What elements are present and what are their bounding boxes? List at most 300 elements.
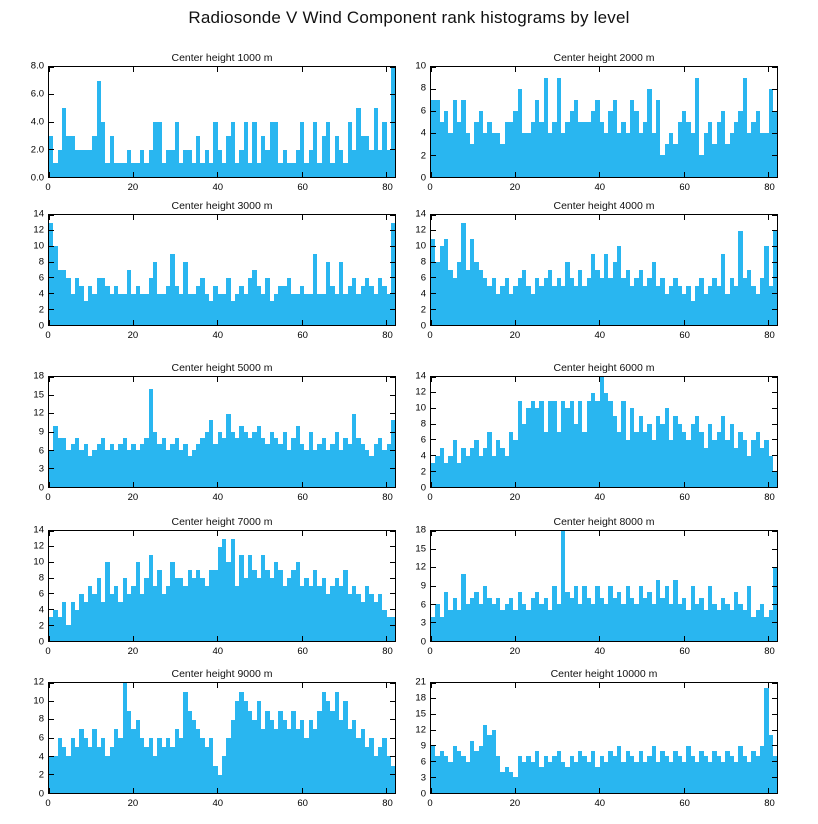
panel-title: Center height 10000 m bbox=[550, 668, 658, 680]
y-tick-mark bbox=[772, 89, 777, 90]
y-tick-mark bbox=[431, 549, 436, 550]
y-tick-mark bbox=[49, 94, 54, 95]
x-tick-mark bbox=[386, 482, 387, 487]
y-tick-mark bbox=[390, 177, 395, 178]
y-tick-mark bbox=[431, 698, 436, 699]
x-tick-mark bbox=[386, 636, 387, 641]
y-tick-label: 12 bbox=[33, 407, 44, 419]
x-tick-mark bbox=[684, 482, 685, 487]
x-tick-label: 60 bbox=[679, 798, 690, 809]
x-tick-mark bbox=[217, 531, 218, 536]
x-tick-label: 40 bbox=[594, 182, 606, 193]
y-tick-label: 6.0 bbox=[30, 88, 44, 100]
y-tick-mark bbox=[431, 230, 436, 231]
x-tick-mark bbox=[684, 636, 685, 641]
x-tick-label: 80 bbox=[382, 798, 393, 809]
x-tick-label: 80 bbox=[764, 492, 775, 503]
x-tick-mark bbox=[515, 531, 516, 536]
y-tick-label: 4 bbox=[38, 604, 44, 616]
x-tick-mark bbox=[431, 172, 432, 177]
y-tick-label: 2 bbox=[420, 150, 426, 162]
x-tick-label: 80 bbox=[764, 182, 775, 193]
y-tick-label: 0 bbox=[38, 788, 44, 800]
y-tick-label: 18 bbox=[33, 370, 44, 382]
x-tick-label: 0 bbox=[45, 646, 51, 657]
x-tick-label: 0 bbox=[45, 492, 51, 503]
y-tick-mark bbox=[49, 67, 54, 68]
y-tick-mark bbox=[49, 738, 54, 739]
panel-title: Center height 6000 m bbox=[553, 362, 655, 374]
y-tick-mark bbox=[49, 325, 54, 326]
x-tick-label: 0 bbox=[45, 330, 51, 341]
y-tick-mark bbox=[772, 698, 777, 699]
y-tick-label: 0 bbox=[38, 320, 44, 332]
x-tick-label: 40 bbox=[594, 646, 606, 657]
y-tick-mark bbox=[49, 719, 54, 720]
y-tick-mark bbox=[431, 730, 436, 731]
y-tick-mark bbox=[390, 531, 395, 532]
x-tick-mark bbox=[515, 482, 516, 487]
y-tick-label: 10 bbox=[33, 556, 44, 568]
y-tick-mark bbox=[772, 325, 777, 326]
y-tick-mark bbox=[772, 277, 777, 278]
y-tick-mark bbox=[431, 408, 436, 409]
x-tick-label: 20 bbox=[127, 492, 139, 503]
y-tick-mark bbox=[431, 604, 436, 605]
y-tick-mark bbox=[49, 413, 54, 414]
x-tick-mark bbox=[217, 172, 218, 177]
x-tick-mark bbox=[386, 172, 387, 177]
y-tick-label: 9 bbox=[420, 580, 426, 592]
y-tick-mark bbox=[390, 94, 395, 95]
y-tick-label: 18 bbox=[415, 692, 426, 704]
x-tick-mark bbox=[133, 320, 134, 325]
plot-area bbox=[48, 530, 396, 642]
y-tick-mark bbox=[49, 277, 54, 278]
y-tick-label: 0 bbox=[38, 636, 44, 648]
y-tick-mark bbox=[390, 593, 395, 594]
y-tick-label: 10 bbox=[415, 60, 426, 72]
plot-area bbox=[48, 682, 396, 794]
x-tick-label: 80 bbox=[764, 646, 775, 657]
y-tick-label: 6 bbox=[420, 599, 426, 611]
y-tick-label: 0 bbox=[38, 482, 44, 494]
x-tick-mark bbox=[431, 67, 432, 72]
histogram-panel bbox=[33, 362, 396, 508]
x-tick-mark bbox=[768, 377, 769, 382]
x-tick-mark bbox=[684, 683, 685, 688]
x-tick-label: 40 bbox=[212, 182, 224, 193]
y-tick-mark bbox=[431, 641, 436, 642]
y-tick-label: 14 bbox=[415, 370, 426, 382]
x-tick-mark bbox=[599, 636, 600, 641]
bar bbox=[773, 111, 777, 177]
x-tick-mark bbox=[302, 67, 303, 72]
y-tick-mark bbox=[49, 774, 54, 775]
y-tick-mark bbox=[431, 424, 436, 425]
plot-area bbox=[48, 376, 396, 488]
y-tick-mark bbox=[390, 277, 395, 278]
x-tick-mark bbox=[515, 636, 516, 641]
bar bbox=[391, 766, 395, 794]
x-tick-mark bbox=[133, 636, 134, 641]
y-tick-mark bbox=[390, 774, 395, 775]
x-tick-label: 0 bbox=[427, 182, 433, 193]
y-tick-mark bbox=[49, 262, 54, 263]
y-tick-mark bbox=[49, 793, 54, 794]
bar-series bbox=[49, 683, 395, 793]
y-tick-label: 18 bbox=[415, 524, 426, 536]
y-tick-mark bbox=[49, 531, 54, 532]
y-tick-label: 14 bbox=[415, 208, 426, 220]
y-tick-label: 4 bbox=[420, 450, 426, 462]
y-tick-mark bbox=[431, 487, 436, 488]
y-tick-mark bbox=[390, 719, 395, 720]
y-tick-mark bbox=[431, 215, 436, 216]
x-tick-mark bbox=[217, 788, 218, 793]
y-tick-mark bbox=[49, 683, 54, 684]
y-tick-label: 4 bbox=[420, 288, 426, 300]
y-tick-label: 2 bbox=[38, 769, 44, 781]
y-tick-mark bbox=[431, 439, 436, 440]
y-tick-mark bbox=[772, 622, 777, 623]
y-tick-mark bbox=[772, 293, 777, 294]
y-tick-label: 6 bbox=[38, 732, 44, 744]
x-tick-label: 0 bbox=[45, 798, 51, 809]
y-tick-mark bbox=[772, 230, 777, 231]
panel-title: Center height 2000 m bbox=[553, 52, 655, 64]
x-tick-label: 80 bbox=[764, 330, 775, 341]
y-tick-mark bbox=[390, 625, 395, 626]
bar-series bbox=[431, 377, 777, 487]
x-tick-mark bbox=[302, 377, 303, 382]
x-tick-label: 0 bbox=[427, 798, 433, 809]
y-tick-mark bbox=[431, 455, 436, 456]
x-tick-mark bbox=[515, 215, 516, 220]
panel-title: Center height 7000 m bbox=[171, 516, 273, 528]
y-tick-label: 9 bbox=[420, 740, 426, 752]
x-tick-mark bbox=[386, 531, 387, 536]
x-tick-mark bbox=[684, 788, 685, 793]
x-tick-label: 60 bbox=[679, 646, 690, 657]
y-tick-mark bbox=[431, 67, 436, 68]
y-tick-mark bbox=[431, 777, 436, 778]
x-tick-mark bbox=[599, 377, 600, 382]
x-tick-mark bbox=[386, 377, 387, 382]
x-tick-mark bbox=[49, 215, 50, 220]
histogram-panel bbox=[415, 668, 778, 814]
y-tick-mark bbox=[431, 714, 436, 715]
y-tick-mark bbox=[390, 738, 395, 739]
x-tick-mark bbox=[386, 67, 387, 72]
x-tick-mark bbox=[302, 215, 303, 220]
y-tick-mark bbox=[772, 309, 777, 310]
y-tick-label: 12 bbox=[33, 676, 44, 688]
y-tick-mark bbox=[49, 609, 54, 610]
y-tick-mark bbox=[431, 683, 436, 684]
x-tick-label: 40 bbox=[212, 798, 224, 809]
y-tick-mark bbox=[772, 714, 777, 715]
y-tick-mark bbox=[431, 246, 436, 247]
y-tick-label: 8 bbox=[420, 82, 426, 94]
y-tick-label: 4 bbox=[38, 751, 44, 763]
y-tick-mark bbox=[772, 246, 777, 247]
y-tick-label: 15 bbox=[415, 708, 426, 720]
y-tick-label: 15 bbox=[33, 389, 44, 401]
y-tick-label: 0 bbox=[420, 172, 426, 184]
x-tick-mark bbox=[217, 636, 218, 641]
x-tick-mark bbox=[133, 172, 134, 177]
y-tick-mark bbox=[431, 567, 436, 568]
y-tick-mark bbox=[390, 432, 395, 433]
y-tick-mark bbox=[390, 793, 395, 794]
x-tick-mark bbox=[133, 482, 134, 487]
y-tick-mark bbox=[772, 549, 777, 550]
x-tick-label: 80 bbox=[764, 798, 775, 809]
y-tick-label: 6 bbox=[38, 445, 44, 457]
y-tick-mark bbox=[49, 578, 54, 579]
x-tick-mark bbox=[599, 320, 600, 325]
x-tick-label: 0 bbox=[427, 492, 433, 503]
y-tick-label: 8 bbox=[38, 572, 44, 584]
y-tick-mark bbox=[772, 262, 777, 263]
y-tick-mark bbox=[431, 392, 436, 393]
x-tick-mark bbox=[599, 215, 600, 220]
bar bbox=[391, 617, 395, 641]
y-tick-mark bbox=[49, 625, 54, 626]
x-tick-mark bbox=[768, 482, 769, 487]
panel-title: Center height 1000 m bbox=[171, 52, 273, 64]
x-tick-label: 20 bbox=[509, 646, 521, 657]
x-tick-label: 80 bbox=[382, 182, 393, 193]
x-tick-mark bbox=[431, 482, 432, 487]
x-tick-mark bbox=[768, 67, 769, 72]
x-tick-mark bbox=[386, 320, 387, 325]
y-tick-mark bbox=[390, 413, 395, 414]
x-tick-mark bbox=[217, 67, 218, 72]
y-tick-mark bbox=[49, 377, 54, 378]
y-tick-mark bbox=[431, 309, 436, 310]
y-tick-label: 21 bbox=[415, 676, 426, 688]
y-tick-label: 2 bbox=[420, 466, 426, 478]
x-tick-mark bbox=[768, 683, 769, 688]
y-tick-label: 15 bbox=[415, 543, 426, 555]
y-tick-mark bbox=[772, 793, 777, 794]
y-tick-mark bbox=[431, 761, 436, 762]
x-tick-mark bbox=[515, 788, 516, 793]
bar-series bbox=[431, 531, 777, 641]
x-tick-mark bbox=[217, 683, 218, 688]
x-tick-mark bbox=[133, 683, 134, 688]
y-tick-label: 0 bbox=[420, 482, 426, 494]
y-tick-label: 0.0 bbox=[30, 172, 44, 184]
y-tick-label: 2.0 bbox=[30, 144, 44, 156]
x-tick-label: 60 bbox=[679, 182, 690, 193]
y-tick-mark bbox=[772, 531, 777, 532]
x-tick-label: 40 bbox=[212, 646, 224, 657]
x-tick-mark bbox=[49, 683, 50, 688]
y-tick-mark bbox=[431, 89, 436, 90]
y-tick-mark bbox=[431, 133, 436, 134]
x-tick-mark bbox=[599, 788, 600, 793]
x-tick-mark bbox=[302, 788, 303, 793]
x-tick-mark bbox=[217, 215, 218, 220]
y-tick-mark bbox=[431, 177, 436, 178]
y-tick-mark bbox=[49, 487, 54, 488]
x-tick-label: 60 bbox=[297, 492, 308, 503]
x-tick-label: 0 bbox=[427, 330, 433, 341]
y-tick-mark bbox=[390, 395, 395, 396]
y-tick-label: 8.0 bbox=[30, 60, 44, 72]
panel-title: Center height 4000 m bbox=[553, 200, 655, 212]
y-tick-mark bbox=[772, 215, 777, 216]
x-tick-mark bbox=[49, 636, 50, 641]
y-tick-label: 8 bbox=[38, 713, 44, 725]
bar-series bbox=[431, 67, 777, 177]
x-tick-mark bbox=[431, 636, 432, 641]
y-tick-mark bbox=[390, 325, 395, 326]
x-tick-mark bbox=[684, 172, 685, 177]
x-tick-mark bbox=[599, 172, 600, 177]
histogram-panel bbox=[33, 200, 396, 346]
x-tick-mark bbox=[515, 320, 516, 325]
y-tick-mark bbox=[390, 377, 395, 378]
y-tick-mark bbox=[431, 155, 436, 156]
y-tick-mark bbox=[772, 641, 777, 642]
y-tick-mark bbox=[49, 230, 54, 231]
y-tick-mark bbox=[49, 546, 54, 547]
x-tick-mark bbox=[599, 531, 600, 536]
y-tick-mark bbox=[390, 293, 395, 294]
y-tick-mark bbox=[49, 246, 54, 247]
x-tick-label: 60 bbox=[297, 330, 308, 341]
x-tick-label: 20 bbox=[127, 330, 139, 341]
x-tick-label: 60 bbox=[679, 492, 690, 503]
y-tick-mark bbox=[431, 586, 436, 587]
x-tick-mark bbox=[49, 320, 50, 325]
page-title: Radiosonde V Wind Component rank histograms by level bbox=[188, 8, 630, 27]
y-tick-mark bbox=[390, 309, 395, 310]
y-tick-mark bbox=[49, 450, 54, 451]
y-tick-mark bbox=[772, 455, 777, 456]
x-tick-mark bbox=[302, 683, 303, 688]
x-tick-mark bbox=[133, 215, 134, 220]
y-tick-mark bbox=[390, 562, 395, 563]
y-tick-mark bbox=[431, 471, 436, 472]
y-tick-mark bbox=[772, 604, 777, 605]
x-tick-label: 20 bbox=[509, 492, 521, 503]
plot-area bbox=[430, 214, 778, 326]
y-tick-mark bbox=[390, 468, 395, 469]
y-tick-mark bbox=[431, 262, 436, 263]
y-tick-label: 3 bbox=[420, 772, 426, 784]
y-tick-mark bbox=[390, 546, 395, 547]
x-tick-mark bbox=[684, 531, 685, 536]
x-tick-mark bbox=[768, 531, 769, 536]
x-tick-mark bbox=[515, 172, 516, 177]
y-tick-mark bbox=[772, 777, 777, 778]
y-tick-mark bbox=[431, 622, 436, 623]
x-tick-label: 20 bbox=[127, 182, 139, 193]
y-tick-mark bbox=[772, 177, 777, 178]
x-tick-label: 0 bbox=[427, 646, 433, 657]
y-tick-label: 6 bbox=[38, 272, 44, 284]
x-tick-mark bbox=[217, 482, 218, 487]
y-tick-mark bbox=[431, 377, 436, 378]
x-tick-mark bbox=[599, 482, 600, 487]
x-tick-mark bbox=[49, 172, 50, 177]
y-tick-label: 12 bbox=[415, 224, 426, 236]
y-tick-mark bbox=[431, 793, 436, 794]
y-tick-mark bbox=[49, 593, 54, 594]
x-tick-mark bbox=[431, 320, 432, 325]
y-tick-mark bbox=[431, 293, 436, 294]
x-tick-label: 40 bbox=[594, 492, 606, 503]
histogram-panel bbox=[30, 52, 396, 198]
x-tick-mark bbox=[768, 172, 769, 177]
x-tick-mark bbox=[431, 788, 432, 793]
x-tick-label: 60 bbox=[297, 646, 308, 657]
y-tick-mark bbox=[772, 487, 777, 488]
histogram-panel bbox=[415, 200, 778, 346]
y-tick-mark bbox=[772, 567, 777, 568]
y-tick-mark bbox=[772, 377, 777, 378]
y-tick-mark bbox=[49, 756, 54, 757]
bar-series bbox=[49, 531, 395, 641]
x-tick-mark bbox=[49, 67, 50, 72]
y-tick-mark bbox=[772, 424, 777, 425]
x-tick-label: 40 bbox=[212, 492, 224, 503]
panel-title: Center height 5000 m bbox=[171, 362, 273, 374]
x-tick-mark bbox=[302, 482, 303, 487]
x-tick-mark bbox=[49, 482, 50, 487]
x-tick-mark bbox=[599, 683, 600, 688]
y-tick-label: 8 bbox=[420, 256, 426, 268]
bar-series bbox=[49, 67, 395, 177]
panel-title: Center height 9000 m bbox=[171, 668, 273, 680]
bar-series bbox=[49, 377, 395, 487]
y-tick-mark bbox=[772, 392, 777, 393]
y-tick-mark bbox=[772, 730, 777, 731]
y-tick-label: 14 bbox=[33, 208, 44, 220]
y-tick-mark bbox=[390, 578, 395, 579]
y-tick-mark bbox=[49, 641, 54, 642]
x-tick-label: 40 bbox=[594, 798, 606, 809]
y-tick-mark bbox=[390, 67, 395, 68]
y-tick-mark bbox=[49, 293, 54, 294]
y-tick-label: 12 bbox=[415, 724, 426, 736]
y-tick-mark bbox=[772, 408, 777, 409]
y-tick-label: 9 bbox=[38, 426, 44, 438]
y-tick-mark bbox=[431, 531, 436, 532]
x-tick-label: 80 bbox=[382, 492, 393, 503]
y-tick-mark bbox=[772, 439, 777, 440]
y-tick-mark bbox=[390, 246, 395, 247]
bar bbox=[391, 420, 395, 487]
x-tick-mark bbox=[515, 377, 516, 382]
x-tick-mark bbox=[133, 531, 134, 536]
y-tick-mark bbox=[431, 745, 436, 746]
y-tick-mark bbox=[772, 67, 777, 68]
y-tick-mark bbox=[431, 111, 436, 112]
y-tick-label: 6 bbox=[420, 434, 426, 446]
x-tick-mark bbox=[302, 320, 303, 325]
plot-area bbox=[430, 682, 778, 794]
x-tick-mark bbox=[431, 683, 432, 688]
histogram-panel bbox=[33, 668, 396, 814]
x-tick-label: 40 bbox=[212, 330, 224, 341]
y-tick-mark bbox=[772, 745, 777, 746]
